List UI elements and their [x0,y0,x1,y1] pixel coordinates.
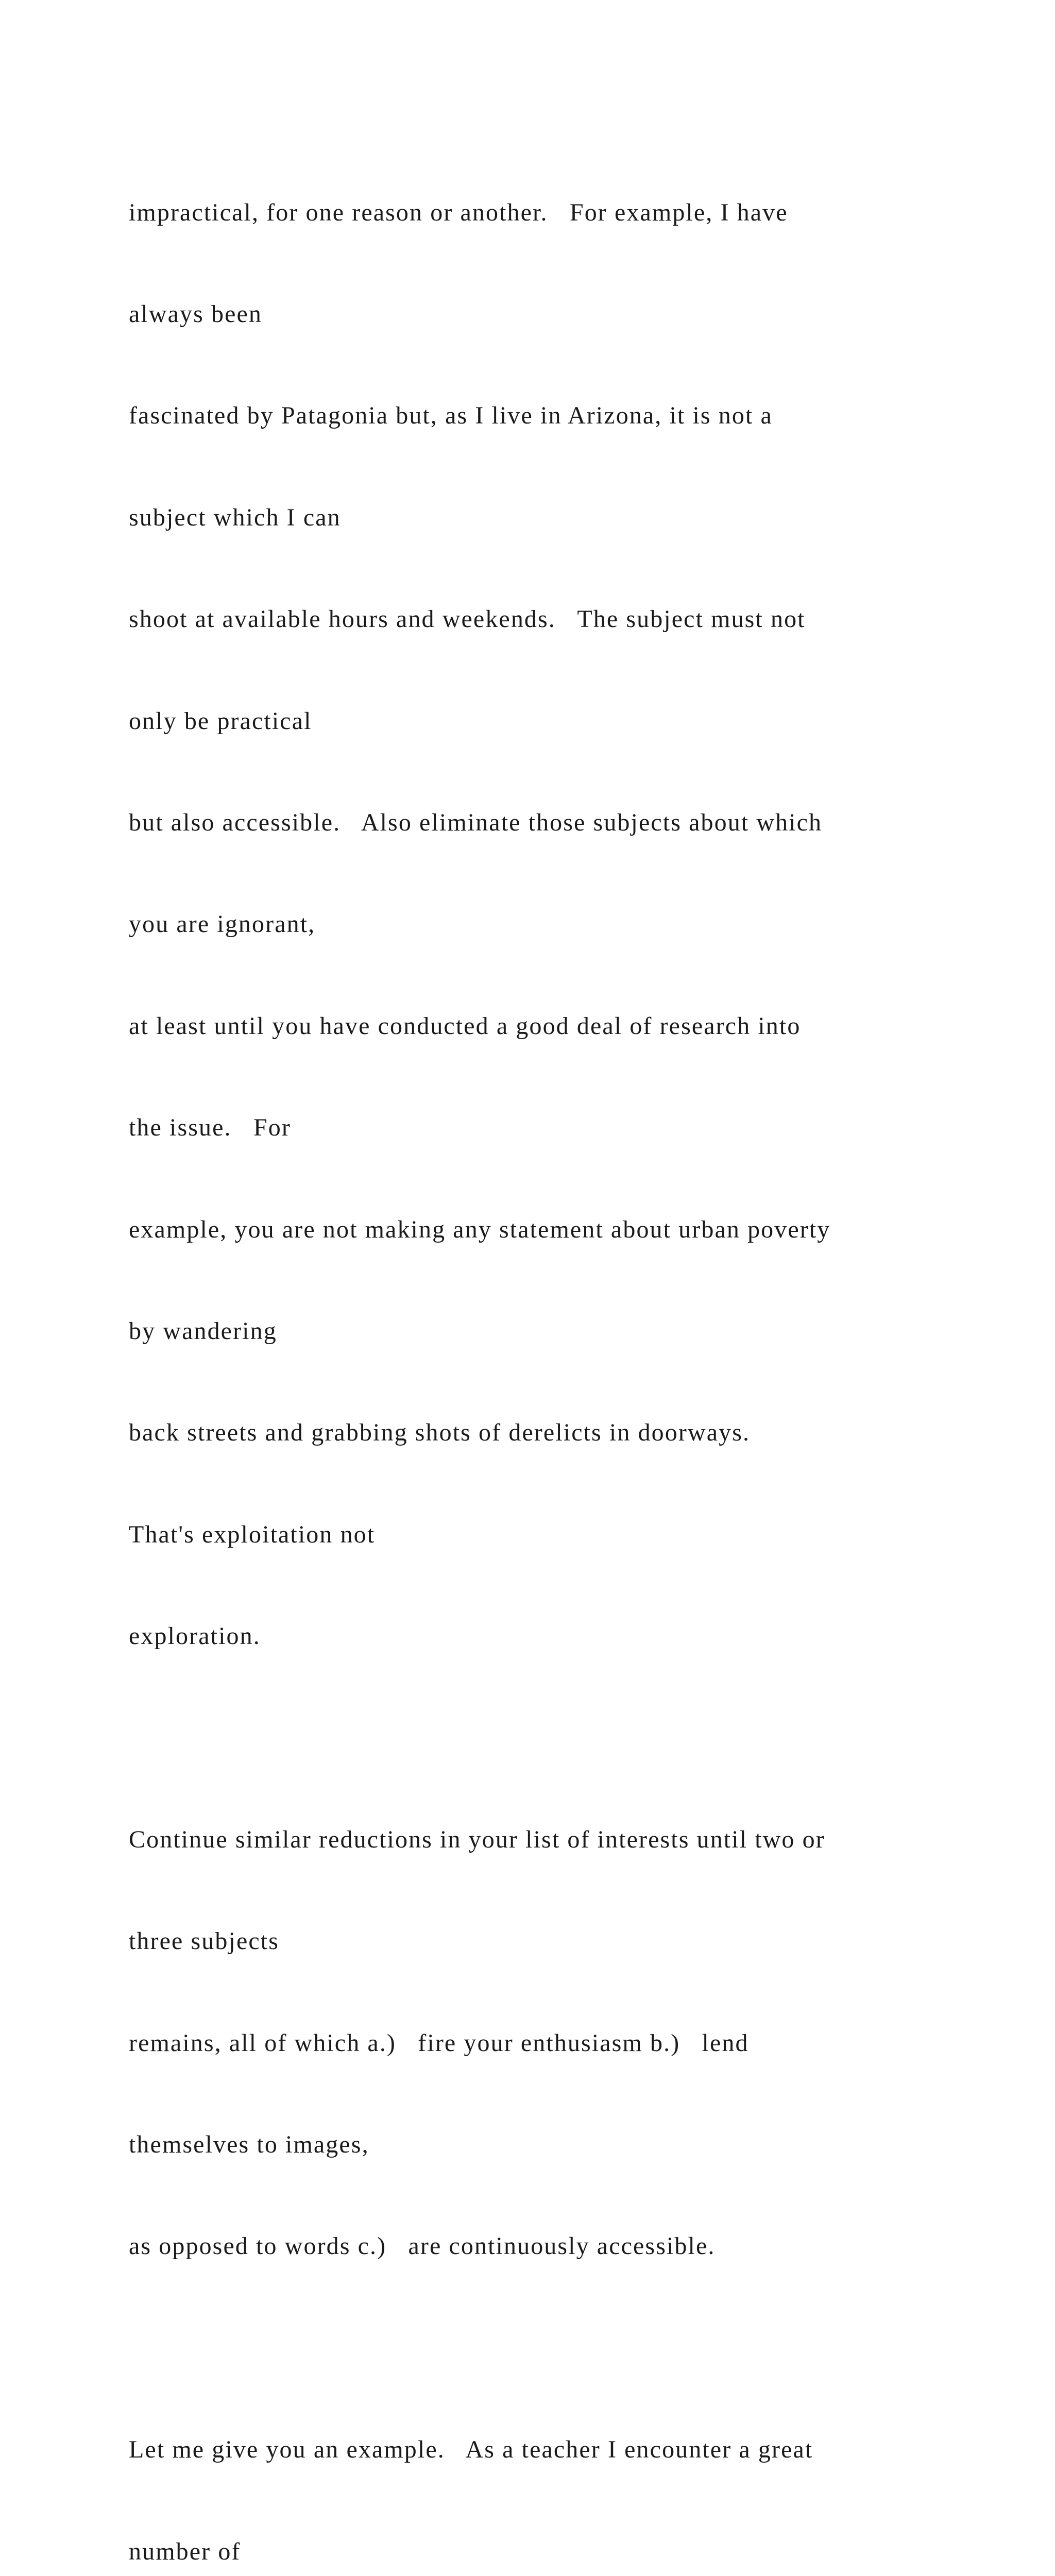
text-line: by wandering [129,1317,277,1345]
body-text [129,128,994,2576]
text-line: fascinated by Patagonia but, as I live in Arizona, it is not a [129,402,773,430]
blank-line [129,1721,994,1755]
text-line: but also accessible. Also eliminate those subjects about which [129,808,823,836]
text-line: only be practical [129,707,312,735]
blank-line [129,2331,994,2365]
text-line: three subjects [129,1927,279,1955]
text-line: subject which I can [129,503,341,531]
text-line: at least until you have conducted a good deal of research into [129,1012,801,1040]
text-line: you are ignorant, [129,910,316,938]
text-line: themselves to images, [129,2131,369,2159]
text-line: exploration. [129,1622,261,1650]
text-line: Let me give you an example. As a teacher I encounter a great [129,2436,813,2464]
text-line: remains, all of which a.) fire your enthusiasm b.) lend [129,2029,749,2057]
text-line: shoot at available hours and weekends. The subject must not [129,605,806,633]
text-line: number of [129,2537,241,2565]
text-line: back streets and grabbing shots of derelicts in doorways. [129,1419,751,1447]
text-line: Continue similar reductions in your list of interests until two or [129,1825,825,1853]
text-line: the issue. For [129,1114,291,1142]
text-line: example, you are not making any statement about urban poverty [129,1215,831,1243]
text-line: impractical, for one reason or another. For example, I have [129,198,788,226]
text-line: always been [129,300,262,328]
text-line: as opposed to words c.) are continuously accessible. [129,2232,716,2260]
text-line: That's exploitation not [129,1520,376,1548]
